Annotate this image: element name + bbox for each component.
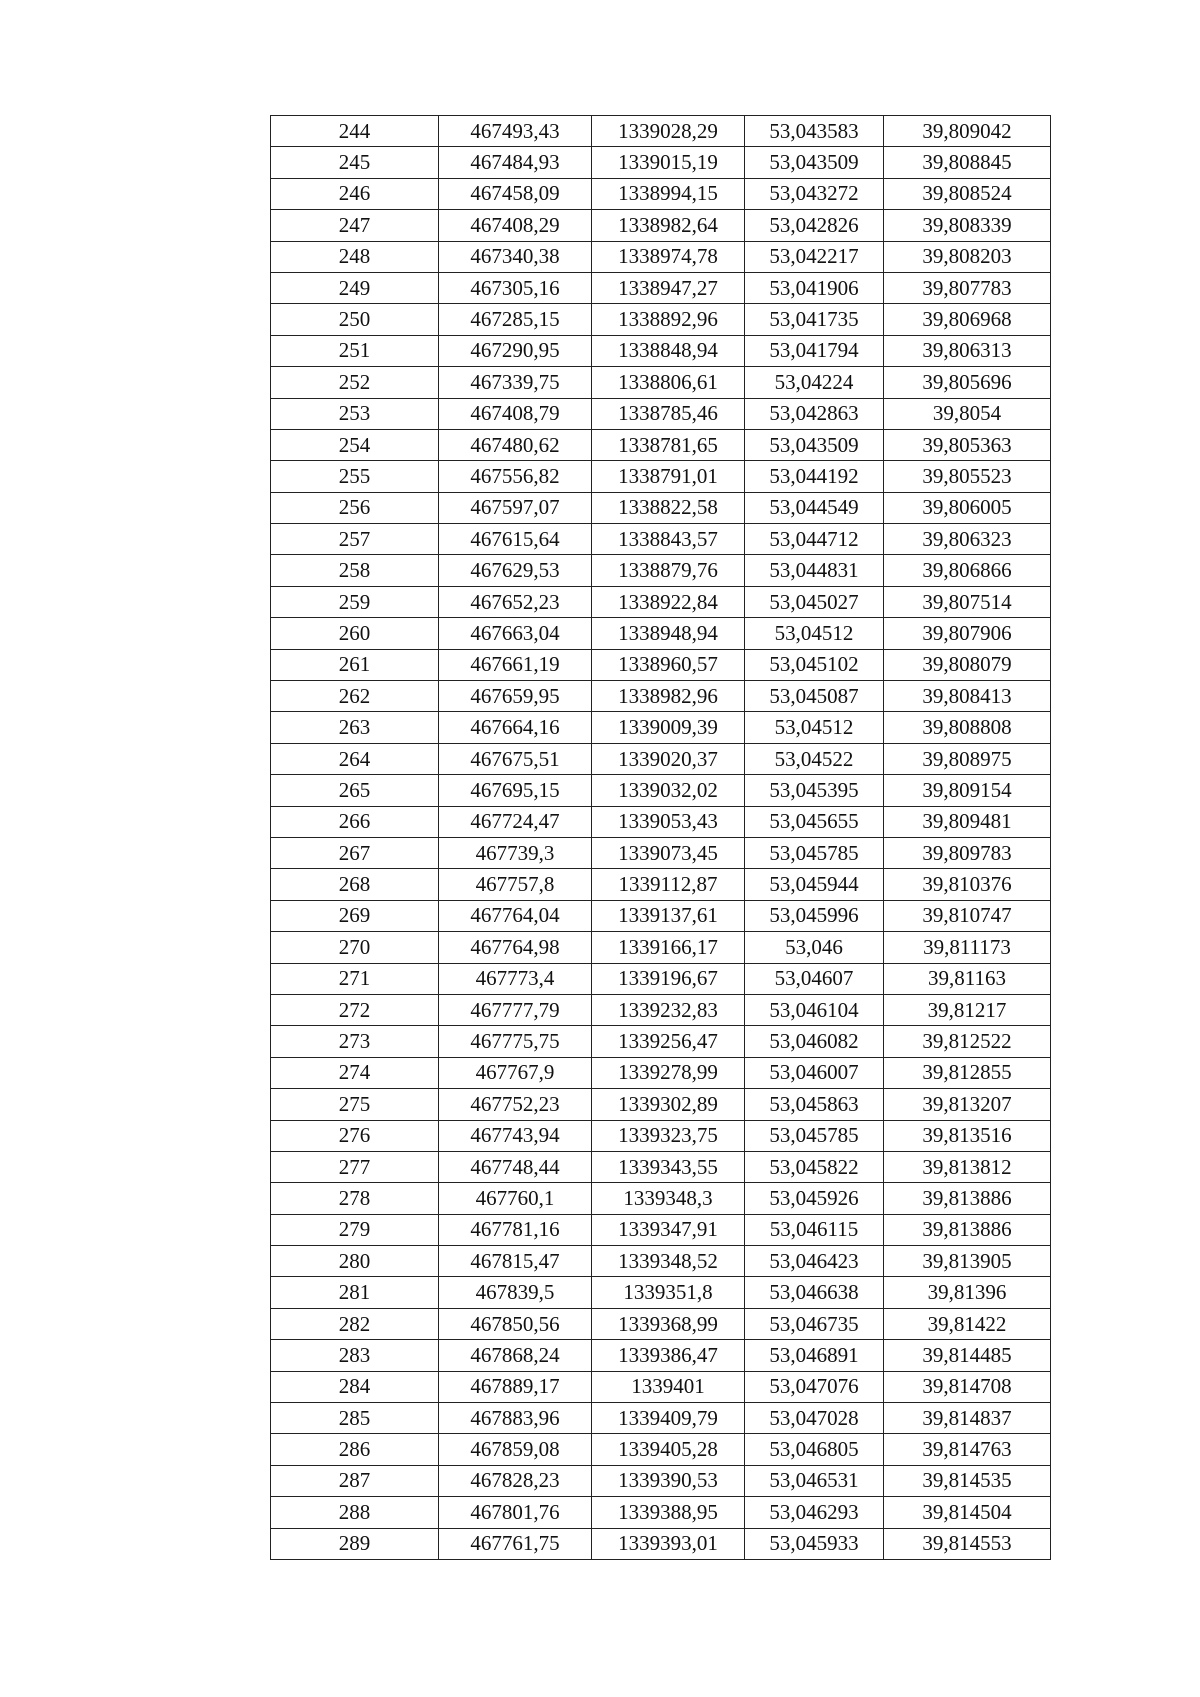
latitude-cell: 53,046423 — [745, 1246, 884, 1277]
point-number-cell: 255 — [271, 461, 439, 492]
table-row — [271, 178, 1051, 209]
latitude-cell: 53,042826 — [745, 210, 884, 241]
latitude-cell: 53,045926 — [745, 1183, 884, 1214]
latitude-cell: 53,046104 — [745, 994, 884, 1025]
point-number-cell: 284 — [271, 1371, 439, 1402]
y-coordinate-cell: 1339343,55 — [592, 1151, 745, 1182]
point-number-cell: 282 — [271, 1308, 439, 1339]
table-row — [271, 1183, 1051, 1214]
point-number-cell: 269 — [271, 900, 439, 931]
table-row — [271, 241, 1051, 272]
y-coordinate-cell: 1338982,96 — [592, 681, 745, 712]
point-number-cell: 247 — [271, 210, 439, 241]
longitude-cell: 39,806323 — [884, 524, 1051, 555]
longitude-cell: 39,808079 — [884, 649, 1051, 680]
latitude-cell: 53,046293 — [745, 1497, 884, 1528]
x-coordinate-cell: 467663,04 — [439, 618, 592, 649]
table-row — [271, 555, 1051, 586]
x-coordinate-cell: 467761,75 — [439, 1528, 592, 1559]
y-coordinate-cell: 1339020,37 — [592, 743, 745, 774]
longitude-cell: 39,812855 — [884, 1057, 1051, 1088]
table-row — [271, 1151, 1051, 1182]
x-coordinate-cell: 467775,75 — [439, 1026, 592, 1057]
x-coordinate-cell: 467408,29 — [439, 210, 592, 241]
latitude-cell: 53,045785 — [745, 837, 884, 868]
latitude-cell: 53,046531 — [745, 1465, 884, 1496]
latitude-cell: 53,047028 — [745, 1403, 884, 1434]
point-number-cell: 281 — [271, 1277, 439, 1308]
table-row — [271, 304, 1051, 335]
table-row — [271, 994, 1051, 1025]
table-row — [271, 1497, 1051, 1528]
latitude-cell: 53,04512 — [745, 618, 884, 649]
longitude-cell: 39,806313 — [884, 335, 1051, 366]
point-number-cell: 248 — [271, 241, 439, 272]
x-coordinate-cell: 467767,9 — [439, 1057, 592, 1088]
latitude-cell: 53,046007 — [745, 1057, 884, 1088]
longitude-cell: 39,814708 — [884, 1371, 1051, 1402]
x-coordinate-cell: 467743,94 — [439, 1120, 592, 1151]
longitude-cell: 39,806968 — [884, 304, 1051, 335]
latitude-cell: 53,04607 — [745, 963, 884, 994]
x-coordinate-cell: 467659,95 — [439, 681, 592, 712]
longitude-cell: 39,809042 — [884, 116, 1051, 147]
x-coordinate-cell: 467480,62 — [439, 429, 592, 460]
x-coordinate-cell: 467839,5 — [439, 1277, 592, 1308]
y-coordinate-cell: 1339351,8 — [592, 1277, 745, 1308]
y-coordinate-cell: 1339137,61 — [592, 900, 745, 931]
longitude-cell: 39,813886 — [884, 1183, 1051, 1214]
table-row — [271, 963, 1051, 994]
x-coordinate-cell: 467615,64 — [439, 524, 592, 555]
y-coordinate-cell: 1338960,57 — [592, 649, 745, 680]
y-coordinate-cell: 1339073,45 — [592, 837, 745, 868]
longitude-cell: 39,808524 — [884, 178, 1051, 209]
table-row — [271, 1120, 1051, 1151]
point-number-cell: 279 — [271, 1214, 439, 1245]
table-row — [271, 932, 1051, 963]
point-number-cell: 244 — [271, 116, 439, 147]
x-coordinate-cell: 467340,38 — [439, 241, 592, 272]
latitude-cell: 53,041906 — [745, 272, 884, 303]
x-coordinate-cell: 467724,47 — [439, 806, 592, 837]
x-coordinate-cell: 467695,15 — [439, 775, 592, 806]
point-number-cell: 278 — [271, 1183, 439, 1214]
x-coordinate-cell: 467850,56 — [439, 1308, 592, 1339]
table-row — [271, 1246, 1051, 1277]
y-coordinate-cell: 1339348,3 — [592, 1183, 745, 1214]
y-coordinate-cell: 1338791,01 — [592, 461, 745, 492]
longitude-cell: 39,806005 — [884, 492, 1051, 523]
y-coordinate-cell: 1338892,96 — [592, 304, 745, 335]
longitude-cell: 39,805363 — [884, 429, 1051, 460]
longitude-cell: 39,809154 — [884, 775, 1051, 806]
y-coordinate-cell: 1338848,94 — [592, 335, 745, 366]
x-coordinate-cell: 467815,47 — [439, 1246, 592, 1277]
y-coordinate-cell: 1339348,52 — [592, 1246, 745, 1277]
longitude-cell: 39,810747 — [884, 900, 1051, 931]
x-coordinate-cell: 467739,3 — [439, 837, 592, 868]
latitude-cell: 53,04522 — [745, 743, 884, 774]
latitude-cell: 53,043583 — [745, 116, 884, 147]
point-number-cell: 289 — [271, 1528, 439, 1559]
point-number-cell: 261 — [271, 649, 439, 680]
table-row — [271, 1026, 1051, 1057]
y-coordinate-cell: 1339032,02 — [592, 775, 745, 806]
latitude-cell: 53,046891 — [745, 1340, 884, 1371]
y-coordinate-cell: 1338879,76 — [592, 555, 745, 586]
longitude-cell: 39,805523 — [884, 461, 1051, 492]
latitude-cell: 53,041794 — [745, 335, 884, 366]
x-coordinate-cell: 467748,44 — [439, 1151, 592, 1182]
y-coordinate-cell: 1339232,83 — [592, 994, 745, 1025]
latitude-cell: 53,045785 — [745, 1120, 884, 1151]
point-number-cell: 277 — [271, 1151, 439, 1182]
table-row — [271, 492, 1051, 523]
latitude-cell: 53,042863 — [745, 398, 884, 429]
x-coordinate-cell: 467773,4 — [439, 963, 592, 994]
x-coordinate-cell: 467339,75 — [439, 367, 592, 398]
longitude-cell: 39,814535 — [884, 1465, 1051, 1496]
y-coordinate-cell: 1339388,95 — [592, 1497, 745, 1528]
longitude-cell: 39,813886 — [884, 1214, 1051, 1245]
longitude-cell: 39,808339 — [884, 210, 1051, 241]
point-number-cell: 249 — [271, 272, 439, 303]
point-number-cell: 257 — [271, 524, 439, 555]
longitude-cell: 39,814553 — [884, 1528, 1051, 1559]
longitude-cell: 39,809481 — [884, 806, 1051, 837]
x-coordinate-cell: 467781,16 — [439, 1214, 592, 1245]
y-coordinate-cell: 1339390,53 — [592, 1465, 745, 1496]
x-coordinate-cell: 467764,04 — [439, 900, 592, 931]
longitude-cell: 39,810376 — [884, 869, 1051, 900]
y-coordinate-cell: 1339009,39 — [592, 712, 745, 743]
table-row — [271, 1434, 1051, 1465]
table-row — [271, 461, 1051, 492]
x-coordinate-cell: 467629,53 — [439, 555, 592, 586]
longitude-cell: 39,807514 — [884, 586, 1051, 617]
point-number-cell: 256 — [271, 492, 439, 523]
x-coordinate-cell: 467764,98 — [439, 932, 592, 963]
longitude-cell: 39,808203 — [884, 241, 1051, 272]
table-row — [271, 272, 1051, 303]
table-row — [271, 367, 1051, 398]
y-coordinate-cell: 1338982,64 — [592, 210, 745, 241]
y-coordinate-cell: 1339112,87 — [592, 869, 745, 900]
point-number-cell: 287 — [271, 1465, 439, 1496]
latitude-cell: 53,042217 — [745, 241, 884, 272]
table-row — [271, 147, 1051, 178]
point-number-cell: 268 — [271, 869, 439, 900]
y-coordinate-cell: 1339386,47 — [592, 1340, 745, 1371]
longitude-cell: 39,814485 — [884, 1340, 1051, 1371]
latitude-cell: 53,045102 — [745, 649, 884, 680]
table-row — [271, 1277, 1051, 1308]
table-row — [271, 429, 1051, 460]
y-coordinate-cell: 1338843,57 — [592, 524, 745, 555]
latitude-cell: 53,047076 — [745, 1371, 884, 1402]
point-number-cell: 246 — [271, 178, 439, 209]
table-row — [271, 524, 1051, 555]
x-coordinate-cell: 467828,23 — [439, 1465, 592, 1496]
y-coordinate-cell: 1339053,43 — [592, 806, 745, 837]
table-row — [271, 837, 1051, 868]
table-row — [271, 1465, 1051, 1496]
latitude-cell: 53,045822 — [745, 1151, 884, 1182]
x-coordinate-cell: 467458,09 — [439, 178, 592, 209]
y-coordinate-cell: 1339278,99 — [592, 1057, 745, 1088]
point-number-cell: 258 — [271, 555, 439, 586]
latitude-cell: 53,046805 — [745, 1434, 884, 1465]
x-coordinate-cell: 467597,07 — [439, 492, 592, 523]
table-row — [271, 618, 1051, 649]
y-coordinate-cell: 1339409,79 — [592, 1403, 745, 1434]
point-number-cell: 271 — [271, 963, 439, 994]
longitude-cell: 39,808975 — [884, 743, 1051, 774]
point-number-cell: 272 — [271, 994, 439, 1025]
point-number-cell: 250 — [271, 304, 439, 335]
point-number-cell: 267 — [271, 837, 439, 868]
y-coordinate-cell: 1338974,78 — [592, 241, 745, 272]
table-row — [271, 1371, 1051, 1402]
x-coordinate-cell: 467757,8 — [439, 869, 592, 900]
latitude-cell: 53,046735 — [745, 1308, 884, 1339]
table-row — [271, 1528, 1051, 1559]
table-body — [271, 116, 1051, 1560]
y-coordinate-cell: 1338922,84 — [592, 586, 745, 617]
point-number-cell: 262 — [271, 681, 439, 712]
table-row — [271, 1340, 1051, 1371]
y-coordinate-cell: 1339166,17 — [592, 932, 745, 963]
y-coordinate-cell: 1339302,89 — [592, 1089, 745, 1120]
point-number-cell: 283 — [271, 1340, 439, 1371]
table-row — [271, 869, 1051, 900]
longitude-cell: 39,81422 — [884, 1308, 1051, 1339]
longitude-cell: 39,805696 — [884, 367, 1051, 398]
latitude-cell: 53,044712 — [745, 524, 884, 555]
longitude-cell: 39,807906 — [884, 618, 1051, 649]
table-row — [271, 210, 1051, 241]
latitude-cell: 53,041735 — [745, 304, 884, 335]
x-coordinate-cell: 467408,79 — [439, 398, 592, 429]
point-number-cell: 286 — [271, 1434, 439, 1465]
y-coordinate-cell: 1338994,15 — [592, 178, 745, 209]
longitude-cell: 39,812522 — [884, 1026, 1051, 1057]
y-coordinate-cell: 1339401 — [592, 1371, 745, 1402]
x-coordinate-cell: 467883,96 — [439, 1403, 592, 1434]
latitude-cell: 53,04512 — [745, 712, 884, 743]
y-coordinate-cell: 1339015,19 — [592, 147, 745, 178]
table-row — [271, 806, 1051, 837]
longitude-cell: 39,813812 — [884, 1151, 1051, 1182]
longitude-cell: 39,808808 — [884, 712, 1051, 743]
point-number-cell: 274 — [271, 1057, 439, 1088]
x-coordinate-cell: 467285,15 — [439, 304, 592, 335]
table-row — [271, 900, 1051, 931]
x-coordinate-cell: 467801,76 — [439, 1497, 592, 1528]
latitude-cell: 53,046115 — [745, 1214, 884, 1245]
table-row — [271, 1057, 1051, 1088]
point-number-cell: 245 — [271, 147, 439, 178]
point-number-cell: 265 — [271, 775, 439, 806]
x-coordinate-cell: 467889,17 — [439, 1371, 592, 1402]
point-number-cell: 270 — [271, 932, 439, 963]
longitude-cell: 39,807783 — [884, 272, 1051, 303]
y-coordinate-cell: 1339393,01 — [592, 1528, 745, 1559]
table-row — [271, 335, 1051, 366]
y-coordinate-cell: 1338822,58 — [592, 492, 745, 523]
y-coordinate-cell: 1338806,61 — [592, 367, 745, 398]
longitude-cell: 39,813516 — [884, 1120, 1051, 1151]
table-row — [271, 1089, 1051, 1120]
longitude-cell: 39,814763 — [884, 1434, 1051, 1465]
point-number-cell: 253 — [271, 398, 439, 429]
point-number-cell: 288 — [271, 1497, 439, 1528]
table-row — [271, 1308, 1051, 1339]
point-number-cell: 275 — [271, 1089, 439, 1120]
point-number-cell: 280 — [271, 1246, 439, 1277]
point-number-cell: 264 — [271, 743, 439, 774]
longitude-cell: 39,81396 — [884, 1277, 1051, 1308]
x-coordinate-cell: 467493,43 — [439, 116, 592, 147]
latitude-cell: 53,043509 — [745, 147, 884, 178]
point-number-cell: 285 — [271, 1403, 439, 1434]
latitude-cell: 53,045996 — [745, 900, 884, 931]
point-number-cell: 259 — [271, 586, 439, 617]
y-coordinate-cell: 1338781,65 — [592, 429, 745, 460]
point-number-cell: 254 — [271, 429, 439, 460]
table-row — [271, 712, 1051, 743]
table-row — [271, 116, 1051, 147]
x-coordinate-cell: 467556,82 — [439, 461, 592, 492]
latitude-cell: 53,043509 — [745, 429, 884, 460]
latitude-cell: 53,045863 — [745, 1089, 884, 1120]
latitude-cell: 53,046082 — [745, 1026, 884, 1057]
longitude-cell: 39,814837 — [884, 1403, 1051, 1434]
table-row — [271, 681, 1051, 712]
table-row — [271, 586, 1051, 617]
x-coordinate-cell: 467760,1 — [439, 1183, 592, 1214]
point-number-cell: 276 — [271, 1120, 439, 1151]
latitude-cell: 53,045933 — [745, 1528, 884, 1559]
longitude-cell: 39,811173 — [884, 932, 1051, 963]
y-coordinate-cell: 1339368,99 — [592, 1308, 745, 1339]
longitude-cell: 39,806866 — [884, 555, 1051, 586]
latitude-cell: 53,044831 — [745, 555, 884, 586]
latitude-cell: 53,045395 — [745, 775, 884, 806]
latitude-cell: 53,046638 — [745, 1277, 884, 1308]
latitude-cell: 53,046 — [745, 932, 884, 963]
latitude-cell: 53,043272 — [745, 178, 884, 209]
point-number-cell: 251 — [271, 335, 439, 366]
y-coordinate-cell: 1338948,94 — [592, 618, 745, 649]
y-coordinate-cell: 1339405,28 — [592, 1434, 745, 1465]
table-row — [271, 398, 1051, 429]
coordinates-table — [270, 115, 1051, 1560]
point-number-cell: 260 — [271, 618, 439, 649]
x-coordinate-cell: 467752,23 — [439, 1089, 592, 1120]
table-row — [271, 743, 1051, 774]
latitude-cell: 53,044549 — [745, 492, 884, 523]
latitude-cell: 53,045027 — [745, 586, 884, 617]
y-coordinate-cell: 1339256,47 — [592, 1026, 745, 1057]
table-row — [271, 1403, 1051, 1434]
longitude-cell: 39,8054 — [884, 398, 1051, 429]
y-coordinate-cell: 1338947,27 — [592, 272, 745, 303]
longitude-cell: 39,813207 — [884, 1089, 1051, 1120]
latitude-cell: 53,045944 — [745, 869, 884, 900]
y-coordinate-cell: 1339347,91 — [592, 1214, 745, 1245]
point-number-cell: 266 — [271, 806, 439, 837]
x-coordinate-cell: 467664,16 — [439, 712, 592, 743]
point-number-cell: 263 — [271, 712, 439, 743]
x-coordinate-cell: 467652,23 — [439, 586, 592, 617]
table-row — [271, 649, 1051, 680]
x-coordinate-cell: 467305,16 — [439, 272, 592, 303]
latitude-cell: 53,04224 — [745, 367, 884, 398]
point-number-cell: 273 — [271, 1026, 439, 1057]
table-row — [271, 1214, 1051, 1245]
longitude-cell: 39,809783 — [884, 837, 1051, 868]
longitude-cell: 39,814504 — [884, 1497, 1051, 1528]
x-coordinate-cell: 467484,93 — [439, 147, 592, 178]
x-coordinate-cell: 467661,19 — [439, 649, 592, 680]
x-coordinate-cell: 467777,79 — [439, 994, 592, 1025]
table-row — [271, 775, 1051, 806]
y-coordinate-cell: 1339196,67 — [592, 963, 745, 994]
x-coordinate-cell: 467868,24 — [439, 1340, 592, 1371]
y-coordinate-cell: 1339028,29 — [592, 116, 745, 147]
latitude-cell: 53,045655 — [745, 806, 884, 837]
latitude-cell: 53,044192 — [745, 461, 884, 492]
longitude-cell: 39,813905 — [884, 1246, 1051, 1277]
longitude-cell: 39,81217 — [884, 994, 1051, 1025]
point-number-cell: 252 — [271, 367, 439, 398]
y-coordinate-cell: 1338785,46 — [592, 398, 745, 429]
y-coordinate-cell: 1339323,75 — [592, 1120, 745, 1151]
x-coordinate-cell: 467859,08 — [439, 1434, 592, 1465]
longitude-cell: 39,81163 — [884, 963, 1051, 994]
x-coordinate-cell: 467675,51 — [439, 743, 592, 774]
longitude-cell: 39,808845 — [884, 147, 1051, 178]
longitude-cell: 39,808413 — [884, 681, 1051, 712]
latitude-cell: 53,045087 — [745, 681, 884, 712]
x-coordinate-cell: 467290,95 — [439, 335, 592, 366]
